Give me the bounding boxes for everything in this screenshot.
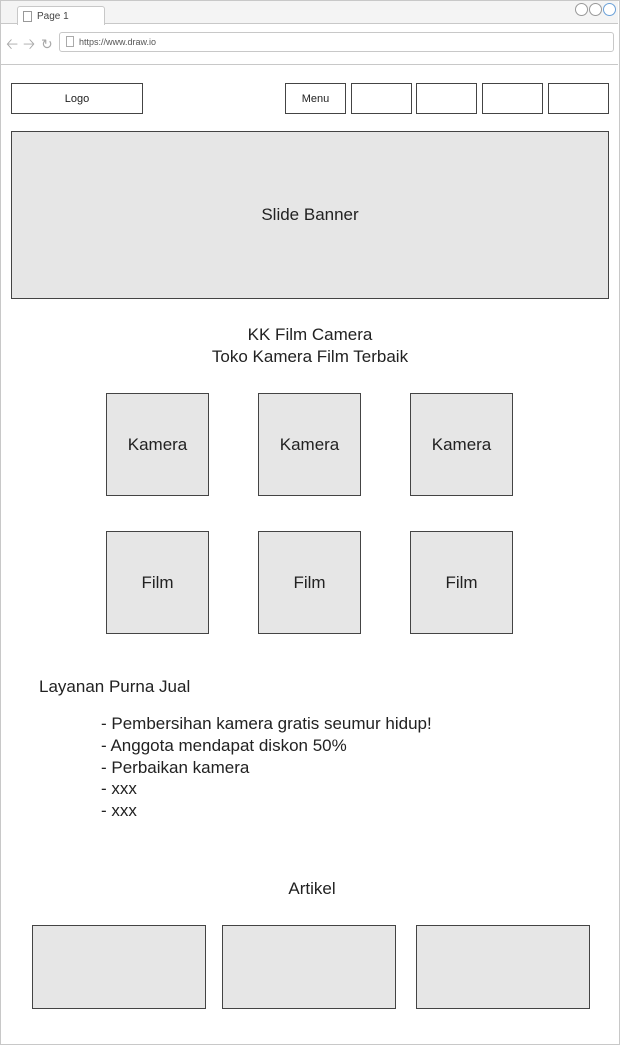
tab-label: Page 1	[37, 11, 69, 22]
product-label: Film	[445, 572, 478, 592]
product-card-kamera-1[interactable]	[106, 393, 209, 496]
menu-button[interactable]	[285, 83, 346, 114]
service-item: - xxx	[101, 779, 137, 798]
page-icon	[23, 11, 32, 22]
service-item: - Anggota mendapat diskon 50%	[101, 736, 347, 755]
product-card-kamera-2[interactable]	[258, 393, 361, 496]
product-label: Film	[141, 572, 174, 592]
product-card-film-1[interactable]	[106, 531, 209, 634]
article-card-1[interactable]	[32, 925, 206, 1009]
tab-strip	[1, 1, 618, 24]
slide-banner[interactable]	[11, 131, 609, 299]
window-button-2[interactable]	[589, 3, 602, 16]
menu-item-2[interactable]	[416, 83, 477, 114]
article-card-2[interactable]	[222, 925, 396, 1009]
articles-heading: Artikel	[288, 879, 336, 898]
menu-label: Menu	[301, 92, 330, 105]
product-card-kamera-3[interactable]	[410, 393, 513, 496]
reload-icon[interactable]: ↻	[41, 36, 53, 52]
banner-label: Slide Banner	[261, 205, 359, 224]
window-button-3[interactable]	[603, 3, 616, 16]
logo[interactable]	[11, 83, 143, 114]
product-label: Kamera	[279, 434, 340, 454]
service-heading: Layanan Purna Jual	[39, 677, 191, 696]
logo-label: Logo	[64, 92, 90, 105]
shop-subtitle: Toko Kamera Film Terbaik	[211, 347, 409, 366]
product-card-film-3[interactable]	[410, 531, 513, 634]
page-icon	[66, 36, 74, 47]
address-bar[interactable]	[59, 32, 614, 52]
navigation-bar	[1, 25, 618, 65]
service-item: - Perbaikan kamera	[101, 758, 250, 777]
article-card-3[interactable]	[416, 925, 590, 1009]
arrow-left-icon[interactable]: 🡠	[6, 36, 19, 53]
arrow-right-icon[interactable]: 🡢	[23, 36, 36, 53]
service-item: - Pembersihan kamera gratis seumur hidup!	[101, 714, 432, 733]
service-item: - xxx	[101, 801, 137, 820]
menu-item-3[interactable]	[482, 83, 543, 114]
product-label: Kamera	[431, 434, 492, 454]
tab-page-1[interactable]	[17, 6, 105, 26]
product-label: Film	[293, 572, 326, 592]
window-button-1[interactable]	[575, 3, 588, 16]
url-text: https://www.draw.io	[79, 37, 157, 47]
product-card-film-2[interactable]	[258, 531, 361, 634]
shop-title: KK Film Camera	[247, 325, 373, 344]
menu-item-1[interactable]	[351, 83, 412, 114]
product-label: Kamera	[127, 434, 188, 454]
menu-item-4[interactable]	[548, 83, 609, 114]
